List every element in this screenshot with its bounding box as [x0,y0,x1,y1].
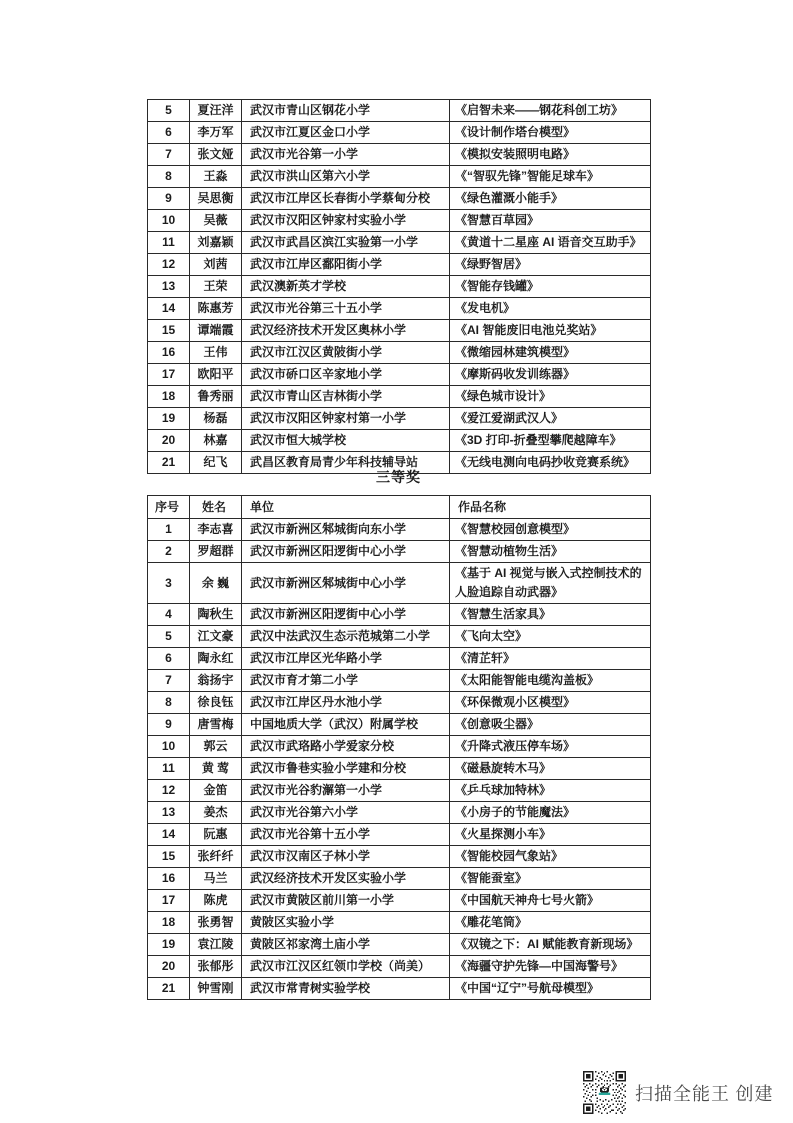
cell-work: 《乒乓球加特林》 [450,780,651,802]
cell-number: 18 [148,912,190,934]
cell-number: 17 [148,890,190,912]
table-row [148,956,651,978]
table-row [148,122,651,144]
camscanner-qr-code-icon [583,1071,626,1114]
cell-number: 21 [148,978,190,1000]
cell-number: 11 [148,758,190,780]
cell-unit: 武汉市恒大城学校 [242,430,450,452]
cell-work: 《摩斯码收发训练器》 [450,364,651,386]
cell-number: 13 [148,802,190,824]
cell-number: 10 [148,736,190,758]
table-row [148,604,651,626]
header-name: 姓名 [190,496,242,519]
cell-work: 《雕花笔筒》 [450,912,651,934]
cell-unit: 黄陂区祁家湾土庙小学 [242,934,450,956]
cell-unit: 武汉市汉阳区钟家村第一小学 [242,408,450,430]
award-table-continued [147,99,651,474]
cell-name: 王荣 [190,276,242,298]
cell-number: 12 [148,254,190,276]
table-row [148,519,651,541]
cell-unit: 武汉市新洲区邾城街向东小学 [242,519,450,541]
cell-unit: 武汉市光谷第六小学 [242,802,450,824]
scanner-watermark [583,1071,774,1114]
table-row [148,846,651,868]
cell-work: 《磁悬旋转木马》 [450,758,651,780]
cell-unit: 武汉市鲁巷实验小学建和分校 [242,758,450,780]
table-row [148,912,651,934]
cell-name: 林嘉 [190,430,242,452]
table-row [148,736,651,758]
cell-unit: 武汉市武昌区滨江实验第一小学 [242,232,450,254]
cell-name: 翁扬宇 [190,670,242,692]
cell-unit: 武汉市光谷第十五小学 [242,824,450,846]
cell-name: 罗超群 [190,541,242,563]
cell-name: 刘嘉颖 [190,232,242,254]
cell-name: 鲁秀丽 [190,386,242,408]
cell-unit: 武汉市江岸区光华路小学 [242,648,450,670]
table-row [148,166,651,188]
cell-work: 《绿色城市设计》 [450,386,651,408]
table-row [148,714,651,736]
cell-number: 7 [148,144,190,166]
table-row [148,100,651,122]
cell-number: 9 [148,714,190,736]
cell-unit: 武汉市光谷豹澥第一小学 [242,780,450,802]
cell-name: 王淼 [190,166,242,188]
table-row [148,430,651,452]
cell-name: 袁江陵 [190,934,242,956]
cell-number: 7 [148,670,190,692]
cell-work: 《发电机》 [450,298,651,320]
cell-name: 李万军 [190,122,242,144]
cell-number: 13 [148,276,190,298]
cell-work: 《环保微观小区模型》 [450,692,651,714]
cell-unit: 武汉市洪山区第六小学 [242,166,450,188]
cell-name: 王伟 [190,342,242,364]
cell-work: 《太阳能智能电缆沟盖板》 [450,670,651,692]
cell-name: 陈虎 [190,890,242,912]
cell-work: 《小房子的节能魔法》 [450,802,651,824]
cell-work: 《智能存钱罐》 [450,276,651,298]
cell-number: 4 [148,604,190,626]
cell-work: 《启智未来——钢花科创工坊》 [450,100,651,122]
cell-unit: 武汉市光谷第一小学 [242,144,450,166]
cell-number: 3 [148,563,190,604]
cell-unit: 中国地质大学（武汉）附属学校 [242,714,450,736]
cell-name: 张文娅 [190,144,242,166]
cell-unit: 武汉市青山区钢花小学 [242,100,450,122]
cell-number: 20 [148,430,190,452]
table-row [148,758,651,780]
cell-unit: 武汉市新洲区阳逻街中心小学 [242,541,450,563]
cell-work: 《绿野智居》 [450,254,651,276]
header-number: 序号 [148,496,190,519]
cell-work: 《AI 智能废旧电池兑奖站》 [450,320,651,342]
cell-number: 5 [148,100,190,122]
table-row [148,541,651,563]
cell-work: 《黄道十二星座 AI 语音交互助手》 [450,232,651,254]
header-unit: 单位 [242,496,450,519]
cell-name: 阮惠 [190,824,242,846]
cell-work: 《中国航天神舟七号火箭》 [450,890,651,912]
cell-number: 6 [148,122,190,144]
table-row [148,254,651,276]
cell-work: 《智能蚕室》 [450,868,651,890]
table-row [148,298,651,320]
cell-work: 《无线电测向电码抄收竞赛系统》 [450,452,651,474]
cell-number: 8 [148,166,190,188]
cell-number: 14 [148,298,190,320]
qr-logo-accent [599,1093,611,1096]
cell-name: 吴思衡 [190,188,242,210]
cell-work: 《爱江爱湖武汉人》 [450,408,651,430]
cell-number: 19 [148,408,190,430]
table-row [148,780,651,802]
cell-work: 《海疆守护先锋—中国海警号》 [450,956,651,978]
cell-unit: 武汉市汉阳区钟家村实验小学 [242,210,450,232]
cell-unit: 武汉市江岸区长春街小学蔡甸分校 [242,188,450,210]
cell-unit: 武汉市硚口区辛家地小学 [242,364,450,386]
table-row [148,408,651,430]
cell-unit: 武汉经济技术开发区实验小学 [242,868,450,890]
cell-work: 《创意吸尘器》 [450,714,651,736]
cell-work: 《双镜之下：AI 赋能教育新现场》 [450,934,651,956]
cell-number: 15 [148,846,190,868]
cell-number: 8 [148,692,190,714]
scanner-app-label: 扫描全能王 创建 [635,1083,774,1104]
table-row [148,320,651,342]
table-row [148,978,651,1000]
table-row [148,386,651,408]
cell-name: 张纤纤 [190,846,242,868]
cell-work: 《绿色灌溉小能手》 [450,188,651,210]
table-row [148,364,651,386]
cell-work: 《清芷轩》 [450,648,651,670]
cell-work: 《模拟安装照明电路》 [450,144,651,166]
cell-unit: 武汉市新洲区邾城街中心小学 [242,563,450,604]
cell-name: 欧阳平 [190,364,242,386]
cell-number: 17 [148,364,190,386]
cell-name: 姜杰 [190,802,242,824]
cell-number: 2 [148,541,190,563]
cell-work: 《智慧动植物生活》 [450,541,651,563]
cell-name: 陶秋生 [190,604,242,626]
cell-number: 1 [148,519,190,541]
table-row [148,210,651,232]
cell-number: 9 [148,188,190,210]
cell-number: 21 [148,452,190,474]
cell-work: 《智慧校园创意模型》 [450,519,651,541]
cell-name: 李志喜 [190,519,242,541]
cell-number: 10 [148,210,190,232]
table-row [148,144,651,166]
table-row [148,934,651,956]
table-row [148,648,651,670]
cell-work: 《3D 打印-折叠型攀爬越障车》 [450,430,651,452]
cell-work: 《设计制作塔台模型》 [450,122,651,144]
cell-work: 《智能校园气象站》 [450,846,651,868]
cell-unit: 武汉市育才第二小学 [242,670,450,692]
cell-number: 20 [148,956,190,978]
cell-name: 张郁彤 [190,956,242,978]
header-work: 作品名称 [450,496,651,519]
cell-number: 16 [148,868,190,890]
cell-unit: 武汉市光谷第三十五小学 [242,298,450,320]
cell-name: 陶永红 [190,648,242,670]
cell-number: 11 [148,232,190,254]
cell-unit: 武汉市常青树实验学校 [242,978,450,1000]
cell-work: 《微缩园林建筑模型》 [450,342,651,364]
cell-work: 《飞向太空》 [450,626,651,648]
cell-unit: 武汉中法武汉生态示范城第二小学 [242,626,450,648]
cell-name: 杨磊 [190,408,242,430]
cell-number: 6 [148,648,190,670]
cell-name: 黄 莺 [190,758,242,780]
cell-unit: 武汉市青山区吉林街小学 [242,386,450,408]
cell-unit: 武汉市新洲区阳逻街中心小学 [242,604,450,626]
cell-number: 5 [148,626,190,648]
table-row [148,692,651,714]
cell-unit: 黄陂区实验小学 [242,912,450,934]
cell-name: 张勇智 [190,912,242,934]
cell-unit: 武汉市江汉区黄陂街小学 [242,342,450,364]
cell-number: 14 [148,824,190,846]
cell-work: 《基于 AI 视觉与嵌入式控制技术的人脸追踪自动武器》 [450,563,651,604]
cell-name: 唐雪梅 [190,714,242,736]
cell-name: 刘茜 [190,254,242,276]
table-header-row [148,496,651,519]
cell-work: 《升降式液压停车场》 [450,736,651,758]
cell-name: 郭云 [190,736,242,758]
table-row [148,188,651,210]
table-row [148,232,651,254]
cell-unit: 武汉市汉南区子林小学 [242,846,450,868]
cell-name: 徐良钰 [190,692,242,714]
cell-unit: 武昌区教育局青少年科技辅导站 [242,452,450,474]
cell-name: 夏汪洋 [190,100,242,122]
cell-name: 金笛 [190,780,242,802]
cell-work: 《“智驭先锋”智能足球车》 [450,166,651,188]
table-row [148,276,651,298]
cell-name: 谭端霞 [190,320,242,342]
cell-number: 18 [148,386,190,408]
table-row [148,890,651,912]
cell-name: 陈惠芳 [190,298,242,320]
cell-name: 纪飞 [190,452,242,474]
cell-unit: 武汉市江岸区鄱阳街小学 [242,254,450,276]
cell-unit: 武汉市江汉区红领巾学校（尚美） [242,956,450,978]
table-row [148,802,651,824]
cell-work: 《中国“辽宁”号航母模型》 [450,978,651,1000]
table-row [148,824,651,846]
cell-unit: 武汉经济技术开发区奥林小学 [242,320,450,342]
cell-number: 15 [148,320,190,342]
table-row [148,563,651,604]
cell-number: 12 [148,780,190,802]
cell-unit: 武汉市黄陂区前川第一小学 [242,890,450,912]
cell-unit: 武汉市江夏区金口小学 [242,122,450,144]
table-row [148,626,651,648]
cell-work: 《智慧生活家具》 [450,604,651,626]
section-heading-third-prize: 三等奖 [376,469,421,485]
cell-work: 《智慧百草园》 [450,210,651,232]
cell-unit: 武汉市武珞路小学爱家分校 [242,736,450,758]
cell-work: 《火星探测小车》 [450,824,651,846]
cell-unit: 武汉澳新英才学校 [242,276,450,298]
table-row [148,342,651,364]
cell-name: 余 巍 [190,563,242,604]
table-row [148,670,651,692]
third-prize-table [147,495,651,1000]
cell-number: 16 [148,342,190,364]
table-row [148,868,651,890]
cell-name: 吴薇 [190,210,242,232]
cell-name: 钟雪刚 [190,978,242,1000]
cell-name: 江文豪 [190,626,242,648]
cell-name: 马兰 [190,868,242,890]
cell-unit: 武汉市江岸区丹水池小学 [242,692,450,714]
cell-number: 19 [148,934,190,956]
